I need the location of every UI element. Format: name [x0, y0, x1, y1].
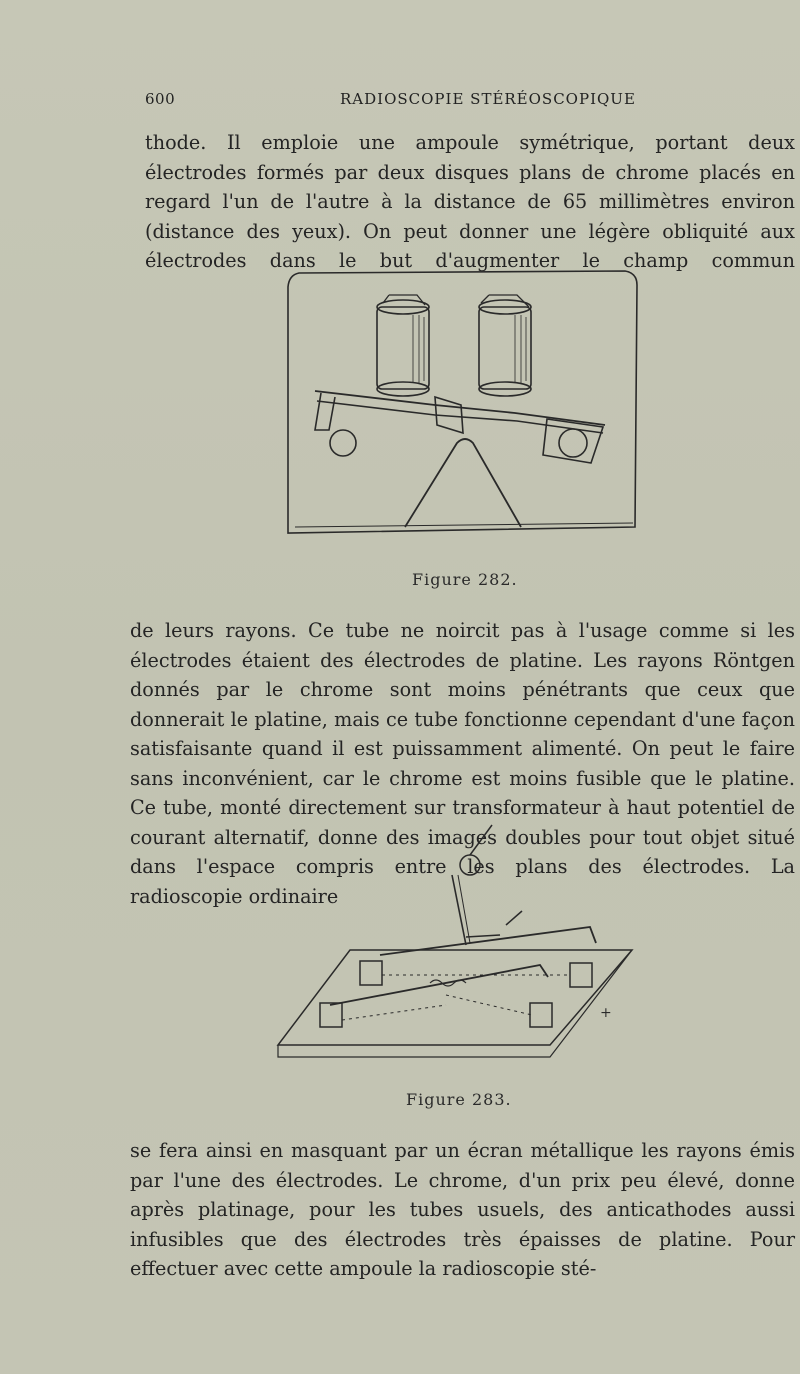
figure-283-illustration — [270, 815, 640, 1065]
paragraph-2: de leurs rayons. Ce tube ne noircit pas à l'usage comme si les électrodes étaient des électrodes de platine. Les rayons Röntgen donnés par le chrome sont moins pénétrants que ceux que donnerait le platine, mais ce tube fonctionne cependant d'une façon satisfaisante quand il est puissamment alimenté. On peut le faire sans inconvénient, car le chrome est moins fusible que le platine. Ce tube, monté directement sur transformateur à haut potentiel de courant alternatif, donne des images doubles pour tout objet situé dans l'espace compris entre les plans des électrodes. La radioscopie ordinaire — [130, 619, 795, 908]
paragraph-1: thode. Il emploie une ampoule symétrique, portant deux électrodes formés par deux disques plans de chrome placés en regard l'un de l'autre à la distance de 65 millimètres environ (distance des yeux). On peut donner une légère obliquité aux électrodes dans le but d'augmenter le champ commun — [145, 131, 795, 272]
running-title: RADIOSCOPIE STÉRÉOSCOPIQUE — [340, 90, 636, 108]
figure-283-caption: Figure 283. — [406, 1090, 512, 1109]
svg-text:+: + — [600, 1005, 612, 1021]
figure-282-illustration — [285, 265, 645, 545]
page-number: 600 — [145, 90, 176, 108]
paragraph-3: se fera ainsi en masquant par un écran métallique les rayons émis par l'une des électrodes. Le chrome, d'un prix peu élevé, donne après platinage, pour les tubes usuels, des anticathodes aussi infusibles que des électrodes très épaisses de platine. Pour effectuer avec cette ampoule la radioscopie sté- — [130, 1139, 795, 1280]
page-header — [0, 90, 800, 112]
figure-282-caption: Figure 282. — [412, 570, 518, 589]
